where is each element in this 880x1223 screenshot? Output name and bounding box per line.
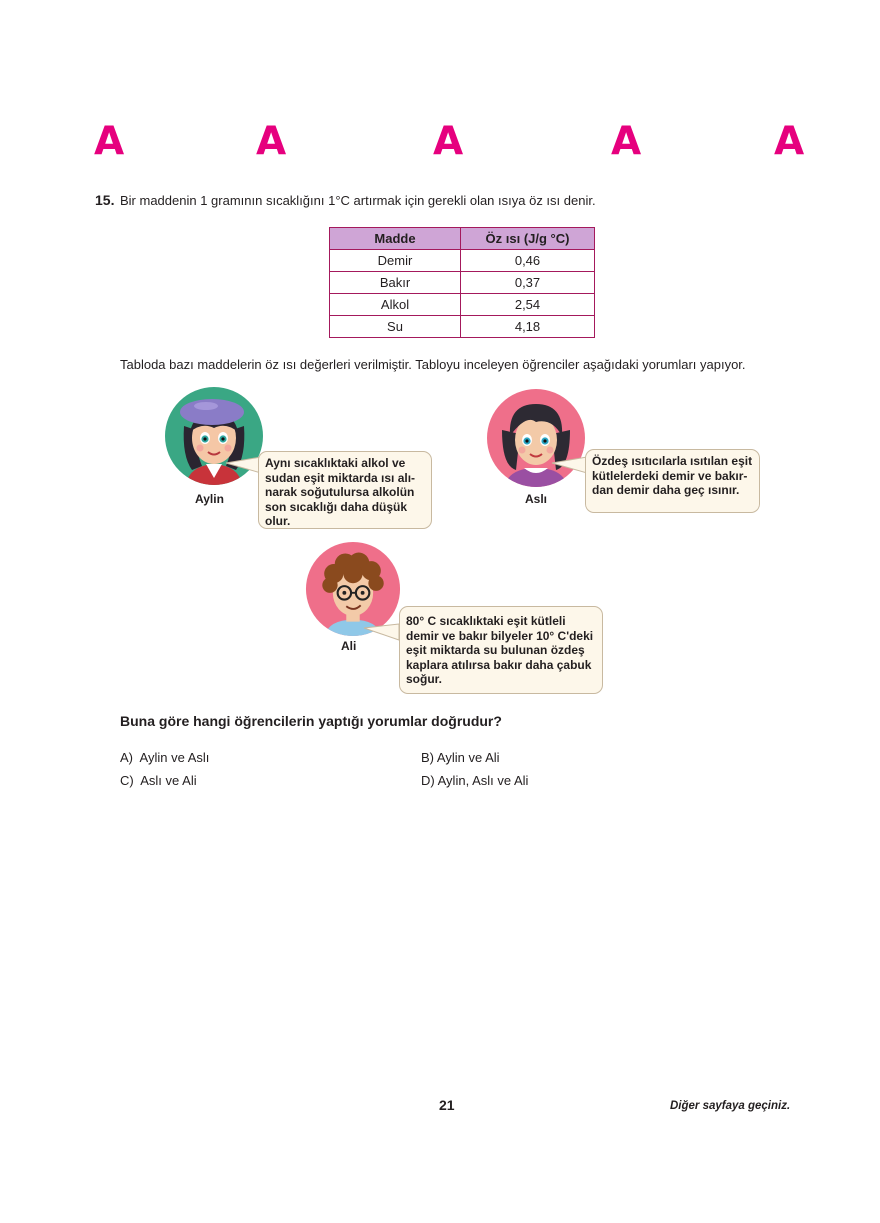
option-text: Aylin ve Aslı <box>139 750 210 765</box>
option-text: Aylin, Aslı ve Ali <box>437 773 529 788</box>
table-row <box>330 316 595 338</box>
booklet-letter: A <box>774 119 805 164</box>
comment-line: 80° C sıcaklıktaki eşit kütleli <box>406 614 566 628</box>
table-cell: Su <box>330 316 461 338</box>
option-label: D) <box>421 773 435 788</box>
option-text: Aylin ve Ali <box>436 750 500 765</box>
booklet-letter: A <box>94 119 125 164</box>
question-number: 15. <box>95 192 115 208</box>
table-cell: 4,18 <box>461 316 595 338</box>
table-row <box>330 272 595 294</box>
table-cell: 0,46 <box>461 250 595 272</box>
comment-line: demir ve bakır bilyeler 10° C'deki <box>406 628 594 643</box>
comment-line: dan demir daha geç ısınır. <box>592 483 740 498</box>
table-header-cell: Madde <box>330 228 461 250</box>
option-label: B) <box>421 750 434 765</box>
option-a[interactable] <box>120 750 209 765</box>
comment-line: kütlelerdeki demir ve bakır- <box>592 468 748 483</box>
student-name-aylin: Aylin <box>195 492 224 506</box>
option-c[interactable] <box>120 773 197 788</box>
next-page-note: Diğer sayfaya geçiniz. <box>670 1100 791 1112</box>
speech-bubble-asli <box>585 449 760 513</box>
student-name-ali: Ali <box>341 639 357 653</box>
comment-line: narak soğutulursa alkolün <box>265 485 415 500</box>
option-d[interactable] <box>421 773 528 788</box>
speech-tail <box>362 620 402 642</box>
speech-bubble-ali <box>399 606 603 694</box>
table-header-cell: Öz ısı (J/g °C) <box>461 228 595 250</box>
table-cell: Demir <box>330 250 461 272</box>
option-text: Aslı ve Ali <box>140 773 197 788</box>
comment-line: Özdeş ısıtıcılarla ısıtılan eşit <box>592 454 753 468</box>
comment-line: son sıcaklığı daha düşük <box>265 499 408 514</box>
speech-tail <box>550 455 590 477</box>
table-cell: Alkol <box>330 294 461 316</box>
option-label: A) <box>120 750 133 765</box>
comment-line: sudan eşit miktarda ısı alı- <box>265 470 416 485</box>
table-header-row <box>330 228 595 250</box>
option-label: C) <box>120 773 134 788</box>
booklet-letter: A <box>611 119 642 164</box>
comment-line: soğur. <box>406 672 443 687</box>
page-number: 21 <box>439 1097 455 1113</box>
question-intro: Tabloda bazı maddelerin öz ısı değerleri verilmiştir. Tabloyu inceleyen öğrenciler aşağıdaki yorumları yapıyor. <box>120 357 746 372</box>
comment-line: olur. <box>265 514 291 529</box>
comment-line: kaplara atılırsa bakır daha çabuk <box>406 657 592 672</box>
question-prompt: Buna göre hangi öğrencilerin yaptığı yorumlar doğrudur? <box>120 713 502 729</box>
specific-heat-table <box>329 227 595 338</box>
table-cell: 2,54 <box>461 294 595 316</box>
booklet-letter: A <box>433 119 464 164</box>
option-b[interactable] <box>421 750 500 765</box>
table-cell: 0,37 <box>461 272 595 294</box>
question-stem: Bir maddenin 1 gramının sıcaklığını 1°C artırmak için gerekli olan ısıya öz ısı denir. <box>120 193 596 208</box>
table-cell: Bakır <box>330 272 461 294</box>
booklet-letter: A <box>256 119 287 164</box>
comment-line: eşit miktarda su bulunan özdeş <box>406 643 585 658</box>
table-row <box>330 250 595 272</box>
speech-bubble-aylin <box>258 451 432 529</box>
table-row <box>330 294 595 316</box>
comment-line: Aynı sıcaklıktaki alkol ve <box>265 456 406 470</box>
student-name-asli: Aslı <box>525 492 548 506</box>
